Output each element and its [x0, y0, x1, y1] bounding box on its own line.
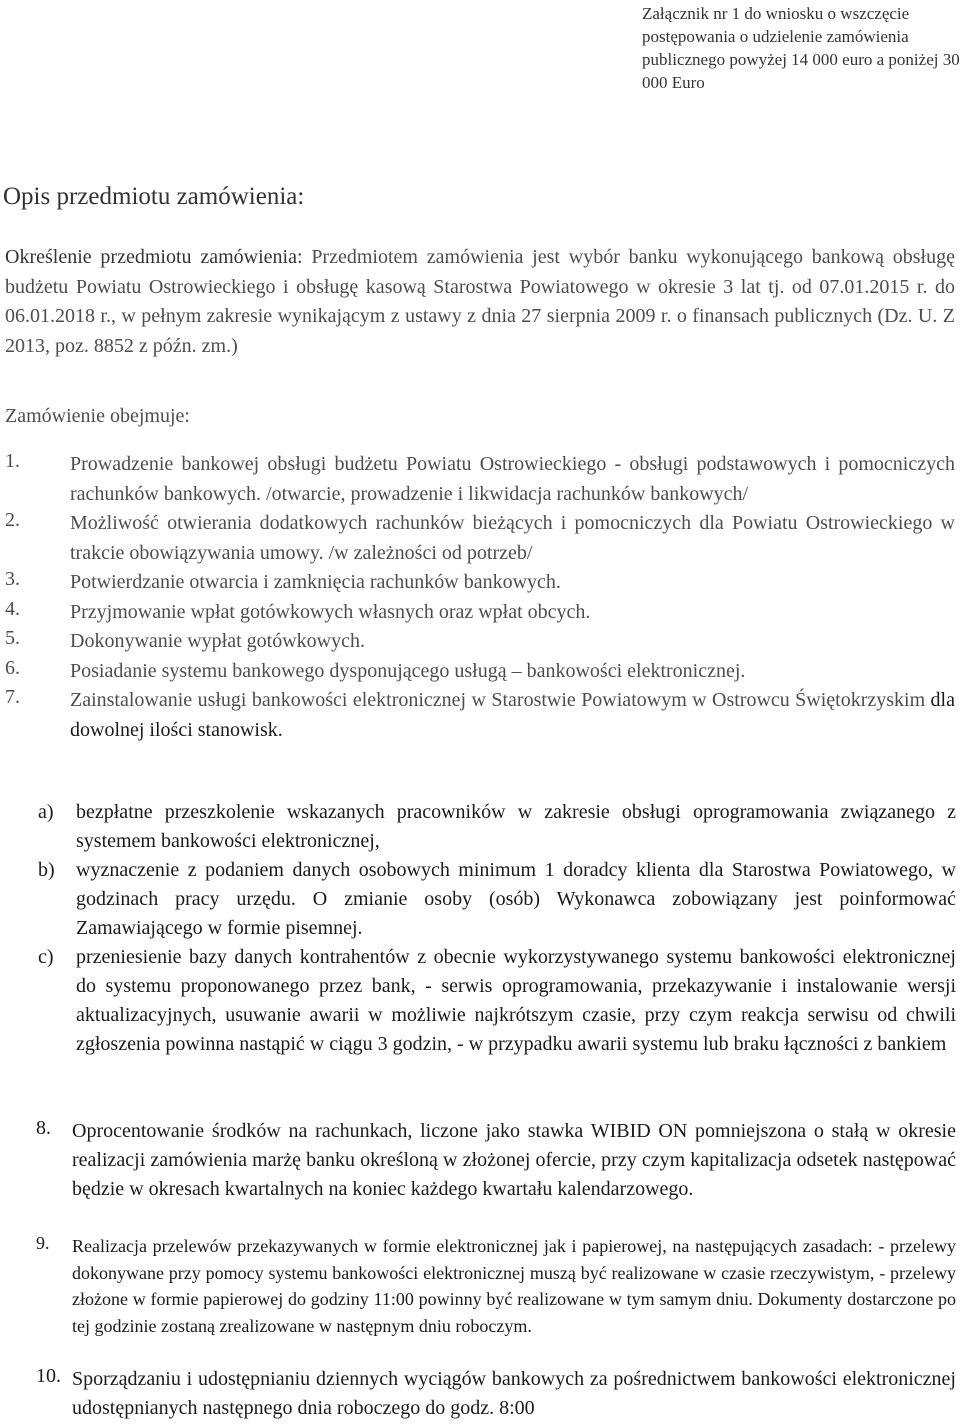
sub-list-item [38, 856, 956, 943]
list-item [5, 657, 955, 687]
item-text: Posiadanie systemu bankowego dysponującego usługą – bankowości elektronicznej. [70, 659, 746, 682]
intro-paragraph [5, 243, 955, 361]
item-number: 6. [5, 656, 20, 679]
item-text: Dokonywanie wypłat gotówkowych. [70, 630, 365, 652]
list-item [5, 568, 955, 598]
item-number: 9. [36, 1233, 50, 1253]
list-item [5, 627, 955, 657]
item-text-part: Zainstalowanie usługi bankowości elektronicznej w Starostwie Powiatowym w Ostrowcu Świętokrzyskim [70, 689, 926, 711]
list-item [36, 1233, 956, 1339]
item-number: 8. [36, 1117, 51, 1139]
page-title: Opis przedmiotu zamówienia: [3, 183, 305, 210]
sub-item-text: przeniesienie bazy danych kontrahentów z obecnie wykorzystywanego systemu bankowości elektronicznej do systemu proponowanego przez bank, - serwis oprogramowania, przekazywanie i instalowanie wersji aktualizacyjnych, usuwanie awarii w możliwie najkrótszym czasie, przy czym reakcja serwisu od chwili zgłoszenia powinna nastąpić w ciągu 3 godzin, - w przypadku awarii systemu lub braku łączności z bankiem [76, 946, 956, 1055]
sub-list-item [38, 798, 956, 856]
item-text: Oprocentowanie środków na rachunkach, liczone jako stawka WIBID ON pomniejszona o stałą w okresie realizacji zamówienia marżę banku określoną w złożonej ofercie, przy czym kapitalizacja odsetek następować będzie w okresach kwartalnych na koniec każdego kwartału kalendarzowego. [72, 1120, 956, 1200]
item-9 [36, 1233, 956, 1339]
item-number: 10. [36, 1365, 61, 1387]
item-letter: b) [38, 859, 55, 881]
item-10 [36, 1365, 956, 1423]
item-number: 2. [5, 509, 20, 531]
list-item [5, 686, 955, 745]
numbered-list [5, 450, 955, 745]
annex-note: Załącznik nr 1 do wniosku o wszczęcie postępowania o udzielenie zamówienia publicznego powyżej 14 000 euro a poniżej 30 000 Euro [642, 4, 960, 92]
list-item [5, 450, 955, 509]
item-number: 1. [5, 450, 20, 472]
list-item [5, 509, 955, 568]
item-text-emphasis: dla dowolnej ilości stanowisk. [70, 689, 955, 741]
item-number: 4. [5, 597, 20, 620]
sub-item-text: wyznaczenie z podaniem danych osobowych minimum 1 doradcy klienta dla Starostwa Powiatowego, w godzinach pracy urzędu. O zmianie osoby (osób) Wykonawca zobowiązany jest poinformować Zamawiającego w formie pisemnej. [76, 859, 956, 939]
intro-lead: Określenie przedmiotu zamówienia: [5, 246, 303, 268]
item-text: Sporządzaniu i udostępnianiu dziennych wyciągów bankowych za pośrednictwem bankowości elektronicznej udostępnianych następnego dnia roboczego do godz. 8:00 [72, 1368, 956, 1419]
item-number: 5. [5, 627, 20, 649]
intro-body: Przedmiotem zamówienia jest wybór banku wykonującego bankową obsługę budżetu Powiatu Ostrowieckiego i obsługę kasową Starostwa Powiatowego w okresie 3 lat tj. od 07.01.2015 r. do 06.01.2018 r., w pełnym zakresie wynikającym z ustawy z dnia 27 sierpnia 2009 r. o finansach publicznych (Dz. U. Z 2013, poz. 8852 z późn. zm.) [5, 246, 955, 357]
item-number: 7. [5, 686, 20, 708]
lettered-list [38, 798, 956, 1059]
item-text: Prowadzenie bankowej obsługi budżetu Powiatu Ostrowieckiego - obsługi podstawowych i pomocniczych rachunków bankowych. /otwarcie, prowadzenie i likwidacja rachunków bankowych/ [70, 453, 955, 505]
list-item [36, 1365, 956, 1423]
item-text: Przyjmowanie wpłat gotówkowych własnych oraz wpłat obcych. [70, 600, 591, 623]
sub-list-item [38, 943, 956, 1059]
item-letter: a) [38, 801, 54, 823]
item-text: Potwierdzanie otwarcia i zamknięcia rachunków bankowych. [70, 571, 561, 593]
item-text: Realizacja przelewów przekazywanych w formie elektronicznej jak i papierowej, na następujących zasadach: - przelewy dokonywane przy pomocy systemu bankowości elektronicznej muszą być realizowane w czasie rzeczywistym, - przelewy złożone w formie papierowej do godziny 11:00 powinny być realizowane w tym samym dniu. Dokumenty dostarczone po tej godzinie zostaną zrealizowane w następnym dniu roboczym. [72, 1236, 956, 1336]
item-letter: c) [38, 946, 54, 968]
list-item [36, 1117, 956, 1204]
sub-item-text: bezpłatne przeszkolenie wskazanych pracowników w zakresie obsługi oprogramowania związanego z systemem bankowości elektronicznej, [76, 801, 956, 852]
list-item [5, 598, 955, 628]
item-number: 3. [5, 568, 20, 590]
scope-label: Zamówienie obejmuje: [5, 405, 190, 427]
item-8 [36, 1117, 956, 1204]
item-text [70, 686, 955, 745]
item-text: Możliwość otwierania dodatkowych rachunków bieżących i pomocniczych dla Powiatu Ostrowieckiego w trakcie obowiązywania umowy. /w zależności od potrzeb/ [70, 512, 955, 564]
